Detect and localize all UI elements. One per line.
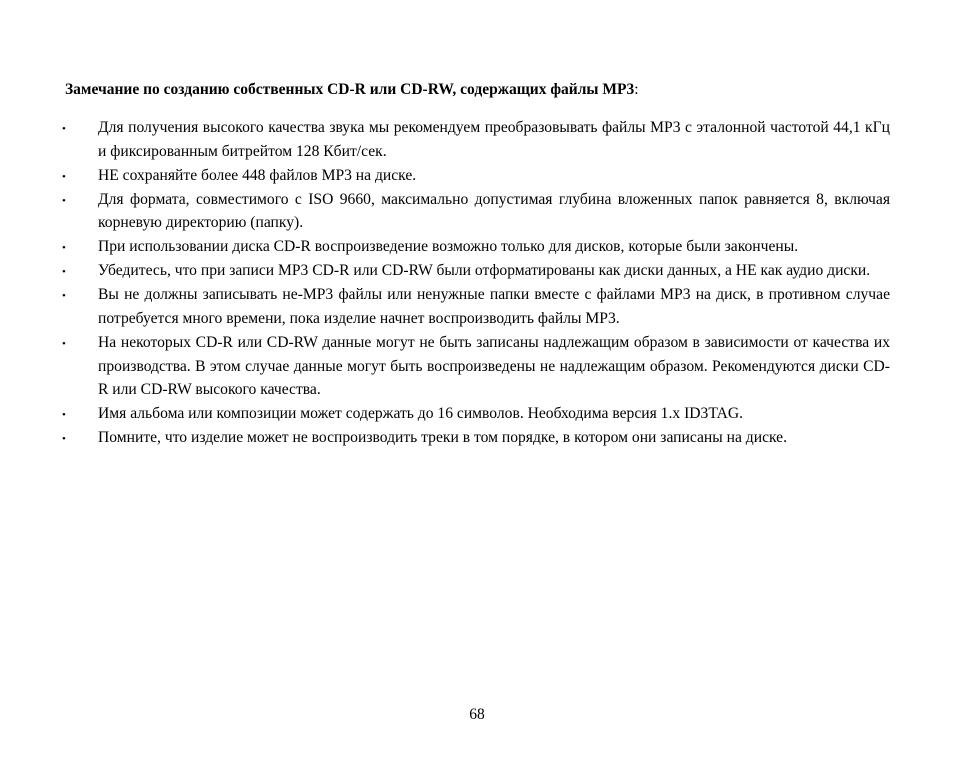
list-item [60, 235, 890, 259]
page-number: 68 [469, 706, 485, 723]
list-item [60, 402, 890, 426]
bullet-icon: • [62, 290, 66, 303]
bullet-icon: • [62, 123, 66, 135]
section-heading [65, 79, 895, 101]
list-item-text: Имя альбома или композиции может содержать до 16 символов. Необходима версия 1.x ID3TAG. [98, 405, 744, 423]
bullet-icon: • [62, 194, 66, 207]
list-item [60, 283, 890, 330]
list-item [60, 259, 890, 283]
bullet-icon: • [62, 338, 66, 351]
bullet-icon: • [62, 409, 66, 422]
bullet-icon: • [62, 266, 66, 279]
bullet-icon: • [62, 170, 66, 183]
list-item [60, 164, 890, 188]
list-item-text: Для формата, совместимого с ISO 9660, максимально допустимая глубина вложенных папок равняется 8, включая корневую директорию (папку). [98, 190, 890, 232]
list-item-text: Вы не должны записывать не-MP3 файлы или ненужные папки вместе с файлами MP3 на диск, в противном случае потребуется много времени, пока изделие начнет воспроизводить файлы MP3. [98, 286, 890, 327]
section-heading-text: Замечание по созданию собственных CD-R или CD-RW, содержащих файлы MP3 [65, 81, 635, 98]
list-item-text: НЕ сохраняйте более 448 файлов MP3 на диске. [98, 166, 417, 184]
list-item-text: При использовании диска CD-R воспроизведение возможно только для дисков, которые были закончены. [98, 238, 799, 256]
list-item-text: Для получения высокого качества звука мы рекомендуем преобразовывать файлы MP3 с эталонной частотой 44,1 кГц и фиксированным битрейтом 128 Кбит/сек. [98, 119, 890, 160]
section-heading-colon: : [634, 81, 639, 98]
list-item [60, 188, 890, 235]
list-item [60, 116, 890, 163]
bullet-icon: • [62, 242, 66, 255]
list-item-text: На некоторых CD-R или CD-RW данные могут не быть записаны надлежащим образом в зависимости от качества их производства. В этом случае данные могут быть воспроизведены не надлежащим образом. Рекомендуются диски CD-R или CD-RW высокого качества. [98, 334, 890, 399]
notes-list [60, 116, 890, 450]
list-item-text: Убедитесь, что при записи MP3 CD-R или CD-RW были отформатированы как диски данных, а НЕ как аудио диски. [98, 262, 871, 280]
bullet-icon: • [62, 433, 66, 446]
list-item [60, 426, 890, 450]
list-item [60, 331, 890, 402]
list-item-text: Помните, что изделие может не воспроизводить треки в том порядке, в котором они записаны на диске. [98, 429, 787, 447]
